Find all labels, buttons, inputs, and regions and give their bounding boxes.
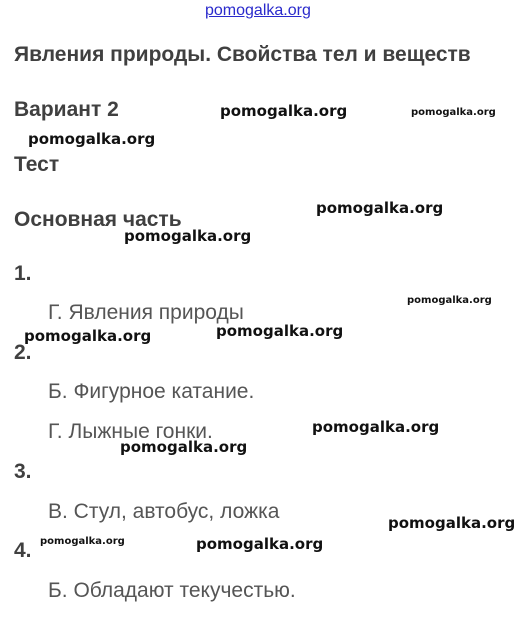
watermark: pomogalka.org: [411, 107, 496, 118]
watermark: pomogalka.org: [220, 102, 348, 120]
watermark: pomogalka.org: [388, 514, 516, 532]
watermark: pomogalka.org: [120, 438, 248, 456]
watermark: pomogalka.org: [312, 418, 440, 436]
watermark: pomogalka.org: [316, 199, 444, 217]
variant-heading: Вариант 2: [14, 98, 119, 121]
question-number: 4.: [14, 539, 32, 562]
question-number: 3.: [14, 460, 32, 483]
page-title: Явления природы. Свойства тел и веществ: [14, 43, 471, 66]
main-part-heading: Основная часть: [14, 208, 182, 231]
watermark: pomogalka.org: [407, 295, 492, 306]
site-link[interactable]: pomogalka.org: [205, 2, 311, 19]
answer-text: Г. Лыжные гонки.: [48, 420, 213, 443]
answer-text: Г. Явления природы: [48, 301, 244, 324]
answer-text: Б. Фигурное катание.: [48, 380, 255, 403]
answer-text: Б. Обладают текучестью.: [48, 579, 296, 602]
test-heading: Тест: [14, 153, 60, 176]
watermark: pomogalka.org: [216, 322, 344, 340]
watermark: pomogalka.org: [196, 535, 324, 553]
watermark: pomogalka.org: [40, 536, 125, 547]
watermark: pomogalka.org: [28, 130, 156, 148]
watermark: pomogalka.org: [124, 227, 252, 245]
answer-text: В. Стул, автобус, ложка: [48, 500, 280, 523]
watermark: pomogalka.org: [24, 327, 152, 345]
question-number: 2.: [14, 341, 32, 364]
question-number: 1.: [14, 262, 32, 285]
